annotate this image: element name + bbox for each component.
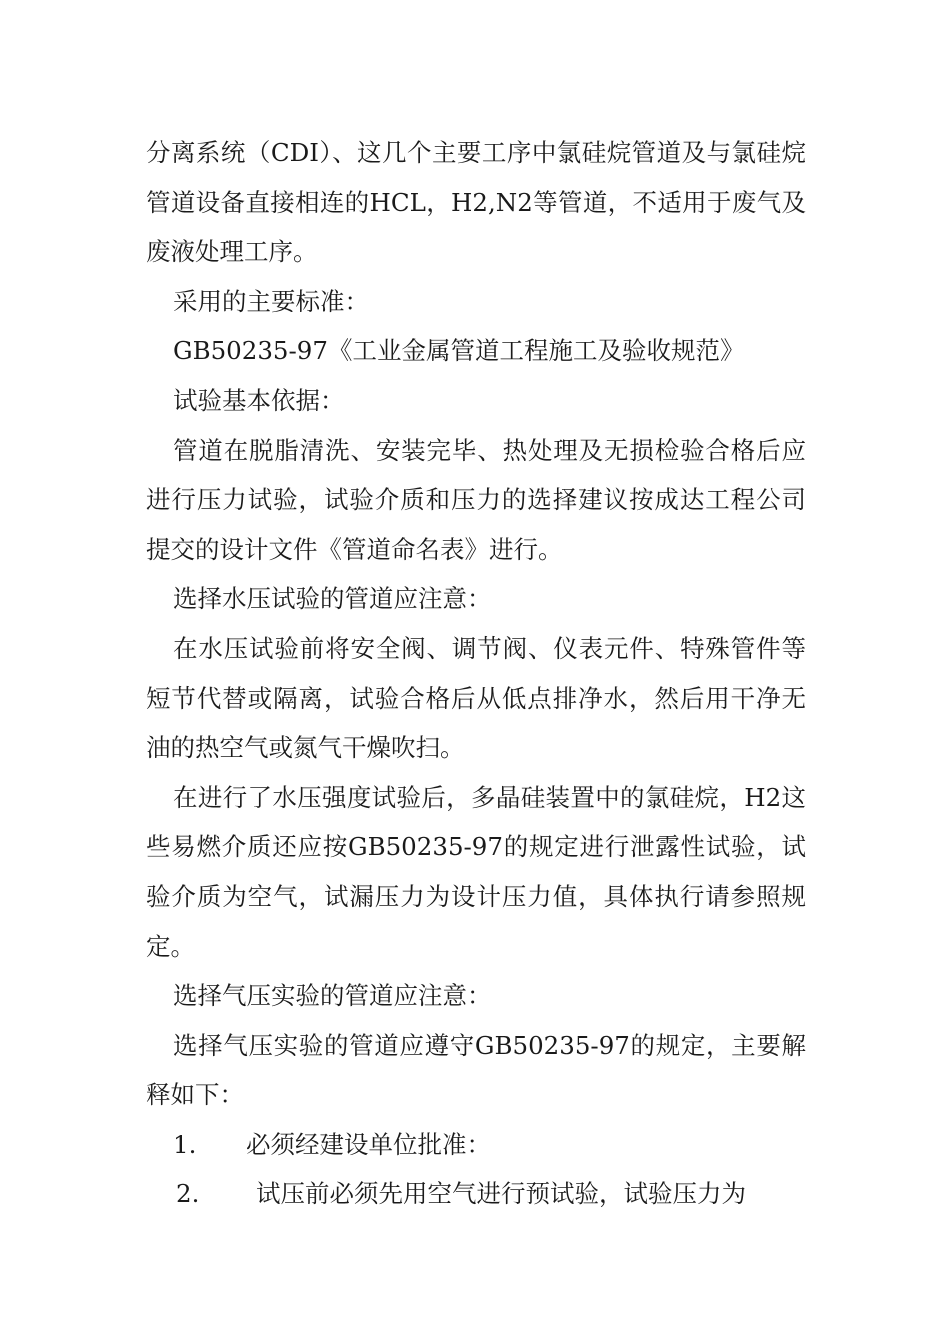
paragraph-basis-heading: 试验基本依据： (173, 385, 345, 415)
paragraph-pneumatic-heading: 选择气压实验的管道应注意： (173, 981, 492, 1011)
paragraph-basis: 管道在脱脂清洗、安装完毕、热处理及无损检验合格后应进行压力试验，试验介质和压力的选择建议按成达工程公司提交的设计文件《管道命名表》进行。 (146, 435, 806, 564)
paragraph-standards-heading: 采用的主要标准： (173, 286, 369, 316)
paragraph-hydro-heading: 选择水压试验的管道应注意： (173, 584, 492, 614)
list-item-text: 必须经建设单位批准： (246, 1129, 491, 1159)
list-item-text: 试压前必须先用空气进行预试验，试验压力为 (256, 1179, 746, 1209)
document-body (146, 128, 806, 1219)
paragraph-pneumatic-rules: 选择气压实验的管道应遵守GB50235-97的规定，主要解释如下： (146, 1030, 806, 1110)
paragraph-standard-code: GB50235-97《工业金属管道工程施工及验收规范》 (173, 336, 745, 366)
list-item (146, 1169, 806, 1219)
paragraph-hydro-procedure: 在水压试验前将安全阀、调节阀、仪表元件、特殊管件等短节代替或隔离，试验合格后从低点排净水，然后用干净无油的热空气或氮气干燥吹扫。 (146, 633, 806, 763)
paragraph-leak-test: 在进行了水压强度试验后，多晶硅装置中的氯硅烷，H2这些易燃介质还应按GB50235-97的规定进行泄露性试验，试验介质为空气，试漏压力为设计压力值，具体执行请参照规定。 (146, 782, 806, 961)
list-item-number: 2. (176, 1179, 200, 1209)
paragraph-scope: 分离系统（CDI）、这几个主要工序中氯硅烷管道及与氯硅烷管道设备直接相连的HCL，H2,N2等管道，不适用于废气及废液处理工序。 (146, 138, 806, 267)
list-item-number: 1. (173, 1129, 197, 1159)
list-item (146, 1120, 806, 1170)
